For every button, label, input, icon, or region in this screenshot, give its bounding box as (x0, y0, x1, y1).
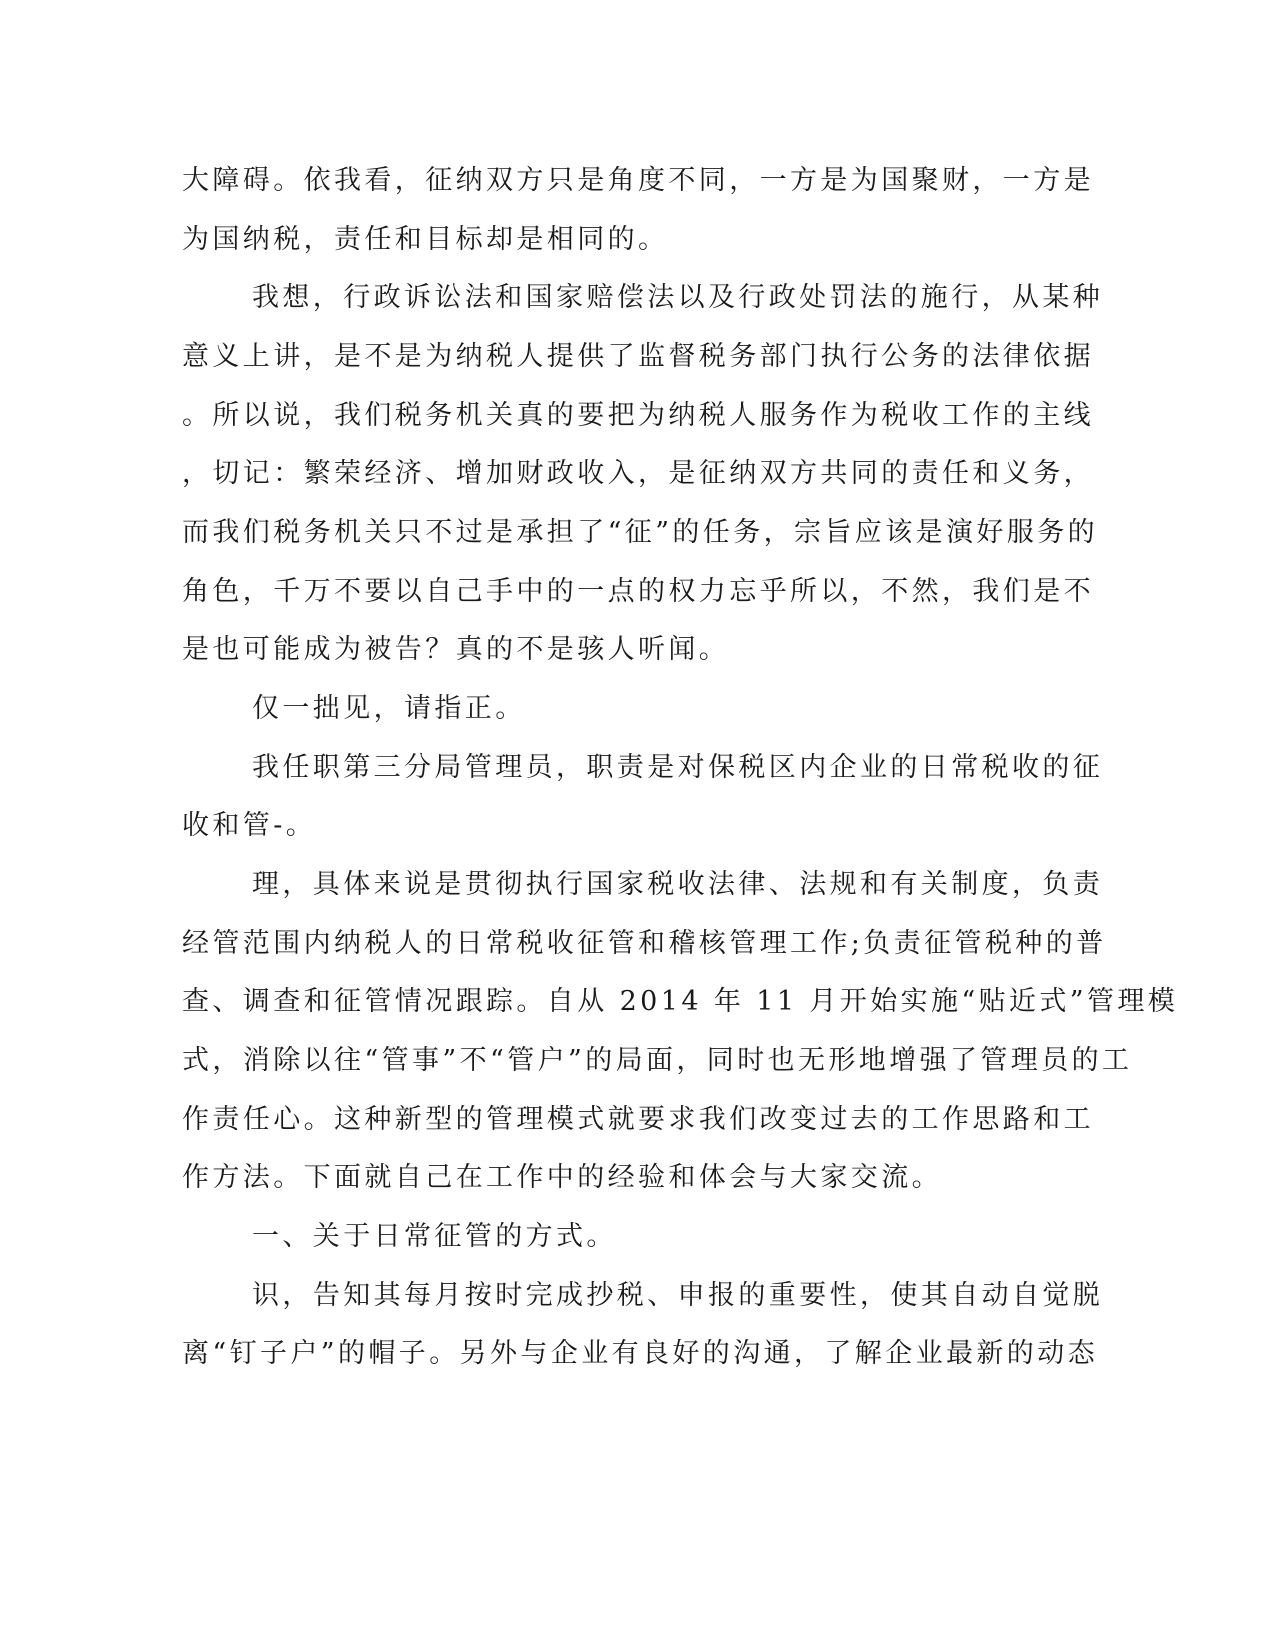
paragraph-start-line: 我任职第三分局管理员，职责是对保税区内企业的日常税收的征 (252, 752, 1104, 783)
text-line: 是也可能成为被告？真的不是骇人听闻。 (182, 634, 730, 665)
text-line: 。所以说，我们税务机关真的要把为纳税人服务作为税收工作的主线 (182, 400, 1094, 431)
text-line: 离“钉子户”的帽子。另外与企业有良好的沟通，了解企业最新的动态 (182, 1338, 1099, 1369)
section-heading-line: 一、关于日常征管的方式。 (252, 1221, 617, 1252)
paragraph-start-line: 识，告知其每月按时完成抄税、申报的重要性，使其自动自觉脱 (252, 1280, 1104, 1311)
text-line: 式，消除以往“管事”不“管户”的局面，同时也无形地增强了管理员的工 (182, 1045, 1133, 1076)
text-line: 而我们税务机关只不过是承担了“征”的任务，宗旨应该是演好服务的 (182, 517, 1099, 548)
text-line: 意义上讲，是不是为纳税人提供了监督税务部门执行公务的法律依据 (182, 341, 1094, 372)
text-line: 大障碍。依我看，征纳双方只是角度不同，一方是为国聚财，一方是 (182, 165, 1094, 196)
paragraph-start-line: 理，具体来说是贯彻执行国家税收法律、法规和有关制度，负责 (252, 869, 1104, 900)
text-line: 经管范围内纳税人的日常税收征管和稽核管理工作;负责征管税种的普 (182, 928, 1107, 959)
text-line: 收和管-。 (182, 810, 317, 841)
paragraph-start-line: 仅一拙见，请指正。 (252, 693, 526, 724)
text-line: 作责任心。这种新型的管理模式就要求我们改变过去的工作思路和工 (182, 1104, 1094, 1135)
text-line: 作方法。下面就自己在工作中的经验和体会与大家交流。 (182, 1162, 942, 1193)
text-line: 角色，千万不要以自己手中的一点的权力忘乎所以，不然，我们是不 (182, 576, 1094, 607)
text-line: 为国纳税，责任和目标却是相同的。 (182, 224, 669, 255)
paragraph-start-line: 我想，行政诉讼法和国家赔偿法以及行政处罚法的施行，从某种 (252, 282, 1104, 313)
text-line: ，切记：繁荣经济、增加财政收入，是征纳双方共同的责任和义务， (182, 458, 1094, 489)
text-line: 查、调查和征管情况跟踪。自从 2014 年 11 月开始实施“贴近式”管理模 (182, 986, 1179, 1017)
